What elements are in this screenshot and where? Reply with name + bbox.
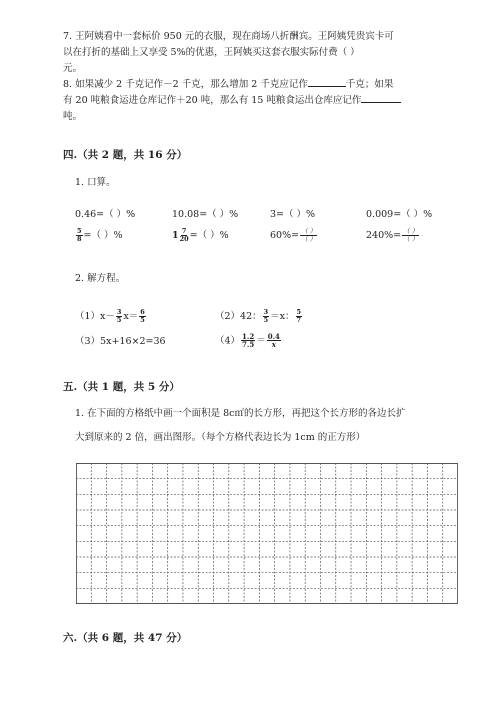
grid-paper[interactable] bbox=[76, 463, 458, 604]
fraction-blank: $\frac{( )}{( )}$ bbox=[403, 227, 419, 243]
q7-line3: 元。 bbox=[63, 63, 83, 74]
oral-r1c4: 0.009=（ ）% bbox=[366, 209, 433, 220]
fraction-5-8: $\frac{5}{8}$ bbox=[77, 227, 82, 243]
equation-3: （3）5x+16×2=36 bbox=[75, 336, 166, 347]
fraction: $\frac{5}{7}$ bbox=[296, 308, 302, 324]
fraction: $\frac{6}{5}$ bbox=[140, 308, 145, 324]
q8-line1 bbox=[63, 78, 393, 91]
fraction: $\frac{3}{5}$ bbox=[263, 308, 269, 324]
q8-line2 bbox=[63, 94, 401, 107]
equation-4: （4） $\frac{1.2}{7.5}$ ＝ $\frac{0.4}{x}$ bbox=[215, 332, 280, 350]
oral-r1c3: 3=（ ）% bbox=[270, 209, 316, 220]
oral-r2c4: 240%= $\frac{( )}{( )}$ bbox=[366, 227, 419, 243]
fraction: $\frac{1.2}{7.5}$ bbox=[242, 332, 255, 350]
oral-r2c3: 60%= $\frac{( )}{( )}$ bbox=[270, 227, 317, 243]
grid-question-line1: 1. 在下面的方格纸中画一个面积是 8c㎡的长方形，再把这个长方形的各边长扩 bbox=[75, 408, 406, 419]
equation-2: （2）42： $\frac{3}{5}$ ＝x： $\frac{5}{7}$ bbox=[215, 308, 302, 324]
equation-label: 2. 解方程。 bbox=[75, 273, 126, 284]
fraction-7-20: $\frac{7}{20}$ bbox=[179, 227, 189, 243]
oral-calc-label: 1. 口算。 bbox=[75, 177, 116, 188]
oral-r1c2: 10.08=（ ）% bbox=[172, 209, 239, 220]
q8-blank-2[interactable] bbox=[361, 102, 401, 103]
fraction: $\frac{0.4}{x}$ bbox=[267, 332, 280, 350]
q7-line2: 以在打折的基础上又享受 5%的优惠，王阿姨买这套衣服实际付费（ ） bbox=[63, 47, 360, 58]
q8-line1-text-b: 千克；如果 bbox=[345, 79, 394, 90]
section4-title: 四.（共 2 题，共 16 分） bbox=[63, 149, 188, 161]
q8-blank-1[interactable] bbox=[308, 86, 346, 87]
section5-title: 五.（共 1 题，共 5 分） bbox=[63, 381, 180, 393]
equation-1: （1）x－ $\frac{3}{5}$ x＝ $\frac{6}{5}$ bbox=[75, 308, 145, 324]
oral-r2c2: 1 $\frac{7}{20}$ =（ ）% bbox=[172, 227, 229, 243]
grid-question-line2: 大到原来的 2 倍，画出图形。（每个方格代表边长为 1cm 的正方形） bbox=[75, 432, 366, 443]
section6-title: 六.（共 6 题，共 47 分） bbox=[63, 632, 188, 644]
q7-line1: 7. 王阿姨看中一套标价 950 元的衣服，现在商场八折酬宾。王阿姨凭贵宾卡可 bbox=[63, 31, 394, 42]
fraction: $\frac{3}{5}$ bbox=[116, 308, 122, 324]
q8-line3: 吨。 bbox=[63, 111, 83, 122]
q8-line1-text-a: 8. 如果减少 2 千克记作－2 千克，那么增加 2 千克应记作 bbox=[63, 79, 308, 90]
q8-line2-text: 有 20 吨粮食运进仓库记作＋20 吨，那么有 15 吨粮食运出仓库应记作 bbox=[63, 95, 362, 106]
oral-r2c1: $\frac{5}{8}$ =（ ）% bbox=[77, 227, 123, 243]
oral-r1c1: 0.46=（ ）% bbox=[75, 209, 136, 220]
fraction-blank: $\frac{( )}{( )}$ bbox=[301, 227, 317, 243]
